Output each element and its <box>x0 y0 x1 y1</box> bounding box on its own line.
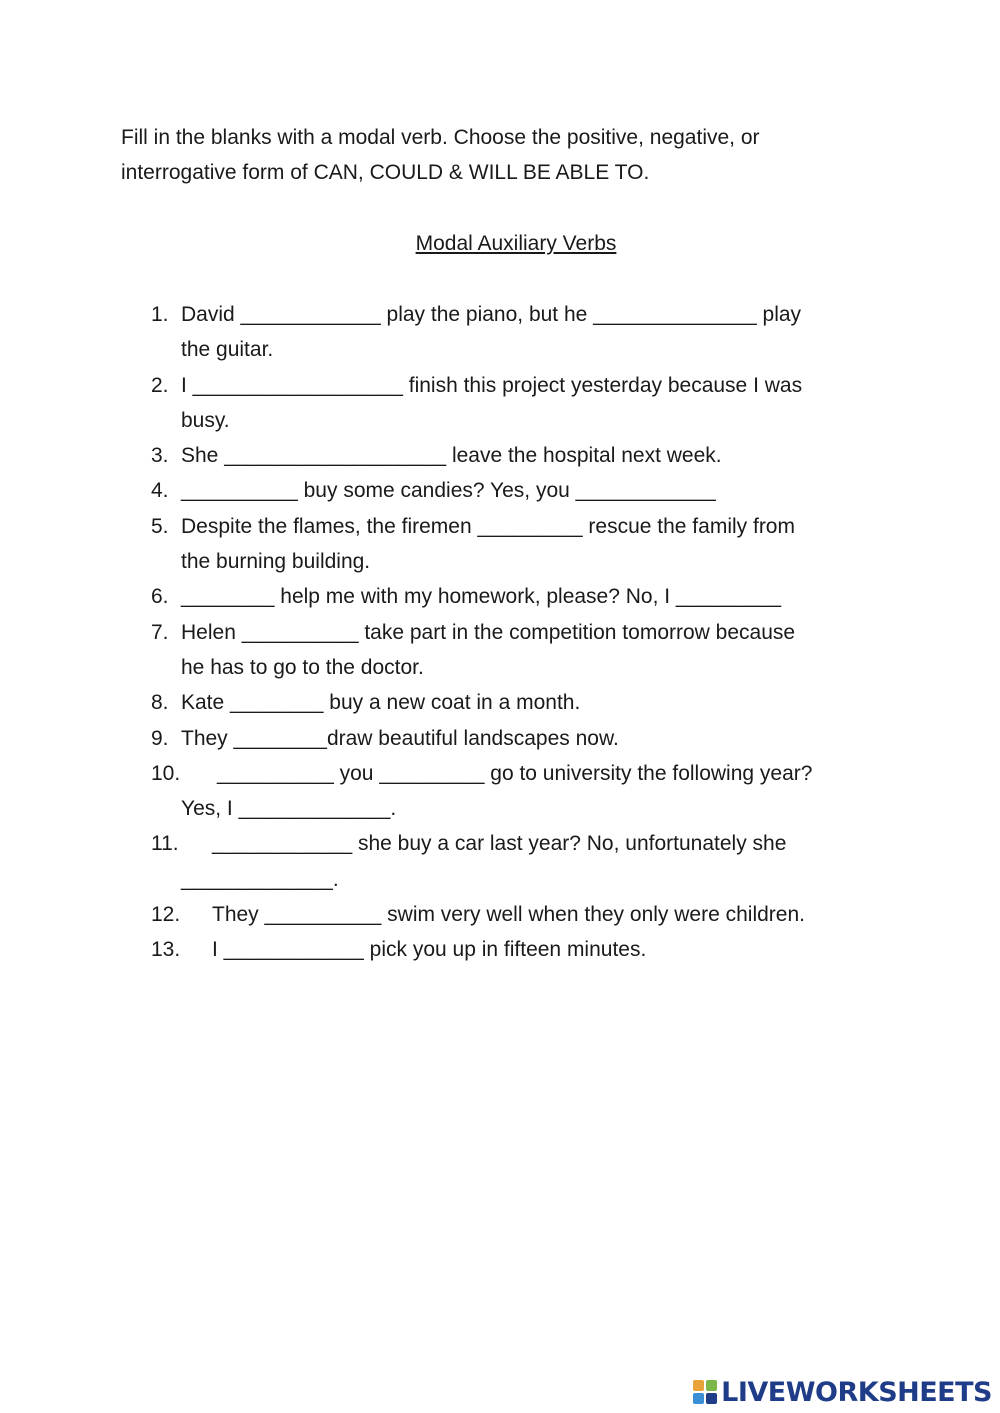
question-text-continued: the guitar. <box>181 338 274 362</box>
question-list <box>151 297 891 968</box>
question-number: 2. <box>151 373 169 397</box>
question-text: __________ buy some candies? Yes, you ____________ <box>181 479 716 503</box>
question-1 <box>151 297 891 368</box>
question-number: 4. <box>151 479 169 503</box>
question-6 <box>151 579 891 614</box>
question-number: 3. <box>151 444 169 468</box>
question-text-continued: busy. <box>181 408 230 432</box>
liveworksheets-logo <box>692 1377 992 1407</box>
question-number: 7. <box>151 620 169 644</box>
logo-text: LIVEWORKSHEETS <box>721 1376 992 1408</box>
question-text-continued: Yes, I _____________. <box>181 797 397 821</box>
question-2 <box>151 368 891 439</box>
question-number: 10. <box>151 761 181 785</box>
question-12 <box>151 897 891 932</box>
question-number: 8. <box>151 691 169 715</box>
question-text: ____________ she buy a car last year? No, unfortunately she <box>212 832 787 856</box>
question-4 <box>151 473 891 508</box>
question-text: They ________draw beautiful landscapes now. <box>181 726 619 750</box>
question-text: Helen __________ take part in the competition tomorrow because <box>181 620 796 644</box>
question-text: Despite the flames, the firemen _________ rescue the family from <box>181 514 795 538</box>
worksheet-title: Modal Auxiliary Verbs <box>415 232 617 255</box>
question-text: I __________________ finish this project yesterday because I was <box>181 373 803 397</box>
instructions-line-1: Fill in the blanks with a modal verb. Choose the positive, negative, or <box>121 126 760 149</box>
question-number: 11. <box>151 832 179 856</box>
question-8 <box>151 685 891 720</box>
question-3 <box>151 438 891 473</box>
question-number: 13. <box>151 938 181 962</box>
question-text: __________ you _________ go to university the following year? <box>217 761 813 785</box>
question-text-continued: he has to go to the doctor. <box>181 655 424 679</box>
question-text: She ___________________ leave the hospital next week. <box>181 444 722 468</box>
question-text-continued: the burning building. <box>181 550 371 574</box>
question-text-continued: _____________. <box>181 867 339 891</box>
question-11 <box>151 826 891 897</box>
question-number: 5. <box>151 514 169 538</box>
question-10 <box>151 756 891 827</box>
question-number: 9. <box>151 726 169 750</box>
liveworksheets-logo-icon <box>692 1379 718 1405</box>
question-number: 6. <box>151 585 169 609</box>
question-text: They __________ swim very well when they only were children. <box>212 903 805 927</box>
question-text: David ____________ play the piano, but he ______________ play <box>181 303 802 326</box>
question-text: Kate ________ buy a new coat in a month. <box>181 691 581 715</box>
question-text: I ____________ pick you up in fifteen minutes. <box>212 938 647 962</box>
question-text: ________ help me with my homework, please? No, I _________ <box>181 585 782 609</box>
question-5 <box>151 509 891 580</box>
instructions-line-2: interrogative form of CAN, COULD & WILL BE ABLE TO. <box>121 161 650 184</box>
question-13 <box>151 932 891 967</box>
question-7 <box>151 615 891 686</box>
instructions <box>121 120 861 190</box>
question-9 <box>151 721 891 756</box>
question-number: 12. <box>151 903 181 927</box>
question-number: 1. <box>151 303 169 326</box>
